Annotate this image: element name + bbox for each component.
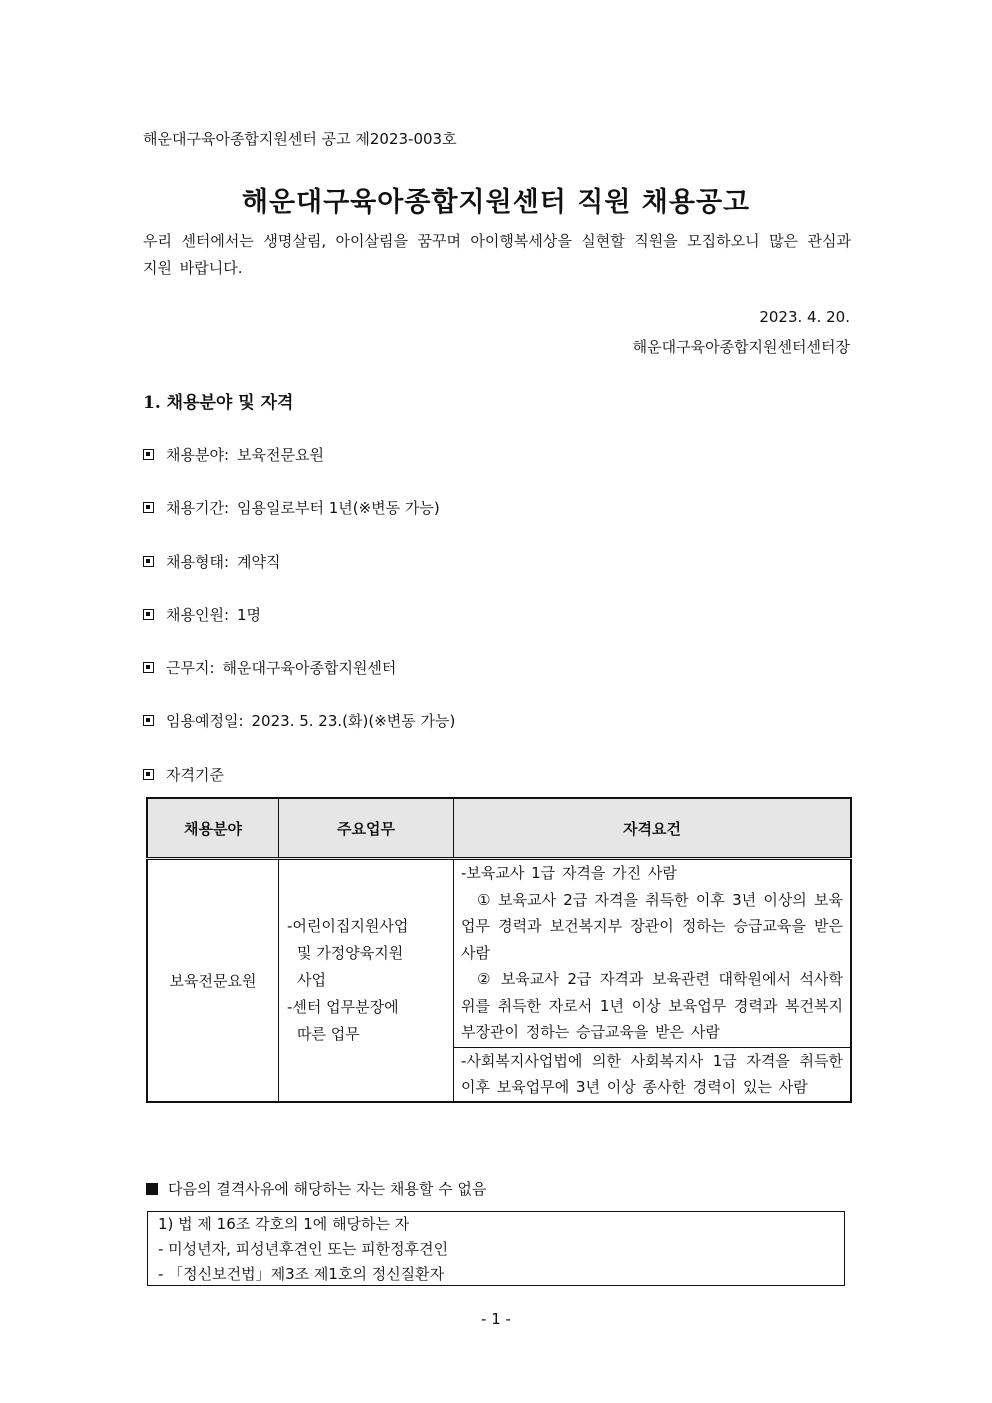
item-recruit-field	[143, 444, 324, 465]
item-label: 채용형태:	[166, 553, 230, 571]
signer: 해운대구육아종합지원센터센터장	[632, 338, 850, 356]
item-value: 해운대구육아종합지원센터	[222, 659, 397, 677]
black-square-icon	[146, 1183, 158, 1195]
item-label: 임용예정일:	[166, 712, 244, 730]
announcement-date: 2023. 4. 20.	[759, 308, 850, 326]
announcement-number: 해운대구육아종합지원센터 공고 제2023-003호	[143, 130, 457, 148]
checkbox-square-icon	[143, 662, 154, 673]
item-value: 계약직	[237, 553, 281, 571]
disqualification-line: - 미성년자, 피성년후견인 또는 피한정후견인	[158, 1240, 449, 1258]
requirement-block-a	[454, 860, 850, 1048]
checkbox-square-icon	[143, 502, 154, 513]
item-label: 채용분야:	[166, 446, 230, 464]
checkbox-square-icon	[143, 609, 154, 620]
disqualification-heading-text: 다음의 결격사유에 해당하는 자는 채용할 수 없음	[168, 1180, 487, 1198]
qualification-table	[146, 797, 852, 1103]
duty-line: -센터 업무분장에	[287, 997, 399, 1016]
item-value: 1명	[237, 606, 262, 624]
item-label: 채용인원:	[166, 606, 230, 624]
disqualification-heading	[146, 1178, 486, 1199]
duty-line: 및 가정양육지원	[297, 943, 404, 962]
intro-paragraph: 우리 센터에서는 생명살림, 아이살림을 꿈꾸며 아이행복세상을 실현할 직원을 모집하오니 많은 관심과 지원 바랍니다.	[143, 232, 851, 277]
checkbox-square-icon	[143, 556, 154, 567]
section-heading: 1. 채용분야 및 자격	[143, 393, 294, 413]
requirement-block-b: -사회복지사업법에 의한 사회복지사 1급 자격을 취득한 이후 보육업무에 3년 이상 종사한 경력이 있는 사람	[461, 1051, 843, 1096]
checkbox-square-icon	[143, 715, 154, 726]
checkbox-square-icon	[143, 449, 154, 460]
table-row	[147, 859, 851, 1102]
page-number: - 1 -	[481, 1310, 511, 1328]
col-header-requirements: 자격요건	[454, 798, 852, 859]
item-label: 채용기간:	[166, 499, 230, 517]
disqualification-line: 1) 법 제 16조 각호의 1에 해당하는 자	[158, 1215, 410, 1233]
duty-line: -어린이집지원사업	[287, 916, 409, 935]
item-value: 2023. 5. 23.(화)(※변동 가능)	[251, 712, 456, 730]
item-label: 근무지:	[166, 659, 215, 677]
cell-duties	[279, 859, 454, 1102]
disqualification-line: - 「정신보건법」제3조 제1호의 정신질환자	[158, 1265, 445, 1283]
item-label: 자격기준	[166, 766, 224, 784]
disqualification-box	[147, 1211, 845, 1286]
item-value: 보육전문요원	[237, 446, 324, 464]
table-header-row	[147, 798, 851, 859]
duty-line: 사업	[297, 970, 326, 989]
checkbox-square-icon	[143, 769, 154, 780]
item-start-date	[143, 710, 455, 731]
requirement-line: ② 보육교사 2급 자격과 보육관련 대학원에서 석사학위를 취득한 자로서 1년 이상 보육업무 경력과 복건복지부장관이 정하는 승급교육을 받은 사람	[461, 970, 843, 1041]
requirement-line: ① 보육교사 2급 자격을 취득한 이후 3년 이상의 보육업무 경력과 보건복지부 장관이 정하는 승급교육을 받은 사람	[461, 890, 843, 962]
col-header-duties: 주요업무	[279, 798, 454, 859]
col-header-field: 채용분야	[147, 798, 279, 859]
item-qualification	[143, 764, 232, 785]
cell-requirements	[454, 859, 852, 1102]
duty-line: 따른 업무	[297, 1024, 360, 1043]
item-recruit-period	[143, 497, 440, 518]
page-title: 해운대구육아종합지원센터 직원 채용공고	[241, 187, 751, 218]
item-value: 임용일로부터 1년(※변동 가능)	[237, 499, 440, 517]
item-headcount	[143, 604, 261, 625]
item-employment-type	[143, 551, 281, 572]
requirement-line: -보육교사 1급 자격을 가진 사람	[461, 864, 677, 882]
item-workplace	[143, 657, 396, 678]
cell-field: 보육전문요원	[169, 971, 257, 990]
